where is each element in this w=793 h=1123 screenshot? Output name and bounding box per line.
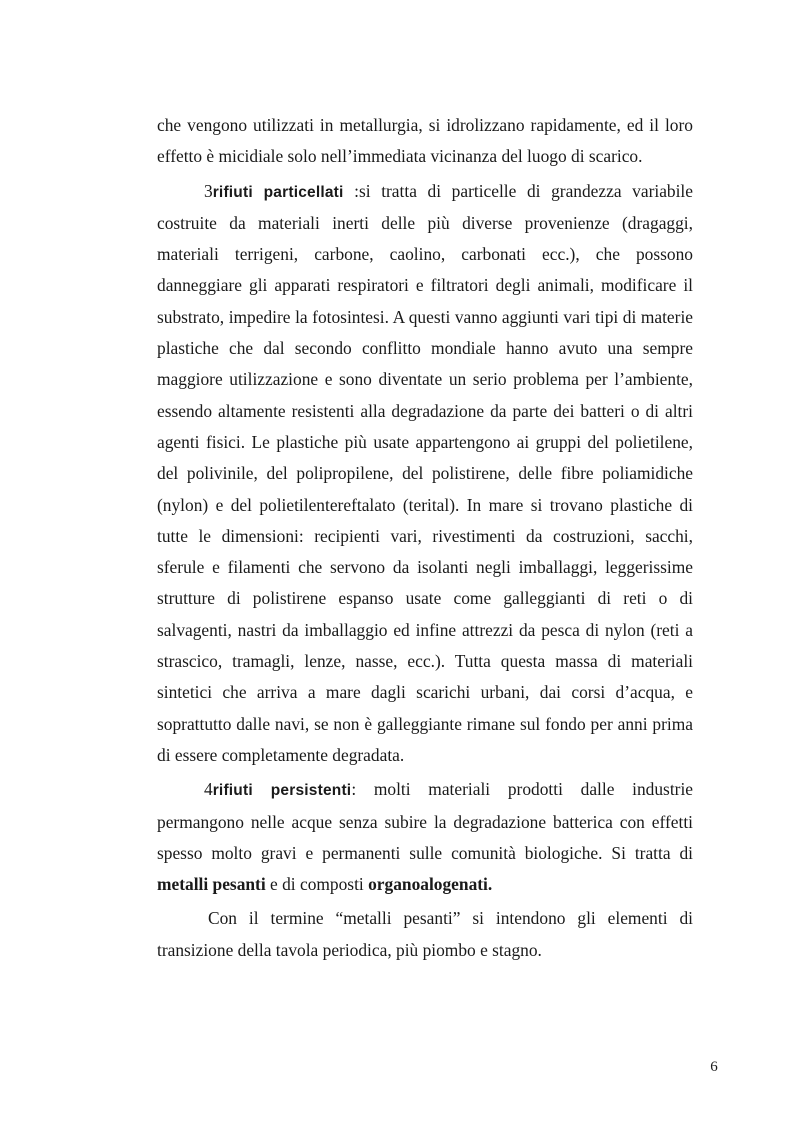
list-number: 3 [204,180,213,201]
page-number: 6 [710,1059,718,1075]
paragraph-text: e di composti [265,874,369,895]
paragraph-text: :si tratta di particelle di grandezza variabile costruite da materiali inerti delle più diverse provenienze (dragaggi, materiali terrigeni, carbone, caolino, carbonati ecc.), che possono danneggiare gli apparati respiratori e filtratori degli animali, modificare il substrato, impedire la fotosintesi. A questi vanno aggiunti vari tipi di materie plastiche che dal secondo conflitto mondiale hanno avuto una sempre maggiore utilizzazione e sono diventate un serio problema per l’ambiente, essendo altamente resistenti alla degradazione da parte dei batteri o di altri agenti fisici. Le plastiche più usate appartengono ai gruppi del polietilene, del polivinile, del polipropilene, del polistirene, delle fibre poliamidiche (nylon) e del polietilentereftalato (terital). In mare si trovano plastiche di tutte le dimensioni: recipienti vari, rivestimenti da costruzioni, sacchi, sferule e filamenti che servono da isolanti negli imballaggi, leggerissime strutture di polistirene espanso usate come galleggianti di reti o di salvagenti, nastri da imballaggio ed infine attrezzi da pesca di nylon (reti a strascico, tramagli, lenze, nasse, ecc.). Tutta questa massa di materiali sintetici che arriva a mare dagli scarichi urbani, dai corsi d’acqua, e soprattutto dalle navi, se non è galleggiante rimane sul fondo per anni prima di essere completamente degradata. [157,180,693,765]
paragraph-text: Con il termine “metalli pesanti” si intendono gli elementi di transizione della tavola periodica, più piombo e stagno. [157,908,693,960]
paragraph-continuation [157,110,693,173]
term-heading: rifiuti particellati [212,183,344,201]
paragraph-particulate-waste [157,176,693,772]
paragraph-persistent-waste [157,774,693,900]
body-text [157,110,693,966]
list-number: 4 [204,779,213,800]
term-heading: rifiuti persistenti [212,782,352,800]
paragraph-text: che vengono utilizzati in metallurgia, si idrolizzano rapidamente, ed il loro effetto è micidiale solo nell’immediata vicinanza del luogo di scarico. [157,115,693,167]
paragraph-text: : molti materiali prodotti dalle industrie permangono nelle acque senza subire la degradazione batterica con effetti spesso molto gravi e permanenti sulle comunità biologiche. Si tratta di [157,779,693,863]
bold-term: metalli pesanti [157,874,266,895]
paragraph-heavy-metals [157,903,693,966]
bold-term: organoalogenati. [368,874,493,895]
